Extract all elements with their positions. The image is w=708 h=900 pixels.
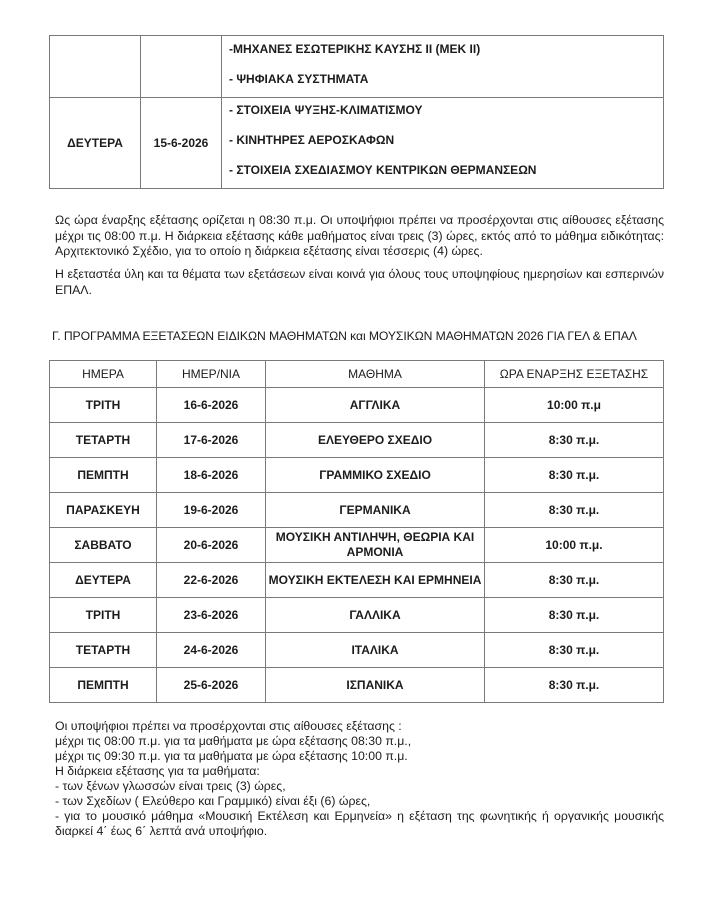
date-cell: 23-6-2026 (157, 598, 266, 633)
subjects-cell (222, 98, 664, 189)
date-cell: 17-6-2026 (157, 423, 266, 458)
subject-item: - ΨΗΦΙΑΚΑ ΣΥΣΤΗΜΑΤΑ (229, 72, 369, 86)
note-line: - των Σχεδίων ( Ελεύθερο και Γραμμικό) είναι έξι (6) ώρες, (55, 794, 371, 808)
note-line: Οι υποψήφιοι πρέπει να προσέρχονται στις αίθουσες εξέτασης : (55, 719, 402, 733)
date-cell: 20-6-2026 (157, 528, 266, 563)
subject-cell: ΕΛΕΥΘΕΡΟ ΣΧΕΔΙΟ (266, 423, 485, 458)
header-start-time: ΩΡΑ ΕΝΑΡΞΗΣ ΕΞΕΤΑΣΗΣ (485, 361, 664, 388)
note-line: Η διάρκεια εξέτασης για τα μαθήματα: (55, 764, 260, 778)
start-time-cell: 8:30 π.μ. (485, 668, 664, 703)
date-cell: 24-6-2026 (157, 633, 266, 668)
subject-cell: ΙΣΠΑΝΙΚΑ (266, 668, 485, 703)
subjects-cell (222, 36, 664, 98)
subject-cell: ΜΟΥΣΙΚΗ ΑΝΤΙΛΗΨΗ, ΘΕΩΡΙΑ ΚΑΙ ΑΡΜΟΝΙΑ (266, 528, 485, 563)
table-row (50, 36, 664, 98)
subject-cell: ΓΡΑΜΜΙΚΟ ΣΧΕΔΙΟ (266, 458, 485, 493)
day-cell: ΔΕΥΤΕΡΑ (50, 563, 157, 598)
table-row (50, 668, 664, 703)
start-time-cell: 8:30 π.μ. (485, 493, 664, 528)
note-line: - για το μουσικό μάθημα «Μουσική Εκτέλεση και Ερμηνεία» η εξέταση της φωνητικής ή οργανικής μουσικής διαρκεί 4΄ έως 6΄ λεπτά ανά υποψήφιο. (55, 809, 664, 838)
table-header-row (50, 361, 664, 388)
exam-schedule-table-continued (49, 35, 664, 189)
subject-cell: ΙΤΑΛΙΚΑ (266, 633, 485, 668)
start-time-cell: 8:30 π.μ. (485, 633, 664, 668)
date-cell: 15-6-2026 (141, 98, 222, 189)
day-cell: ΠΑΡΑΣΚΕΥΗ (50, 493, 157, 528)
day-cell: ΤΡΙΤΗ (50, 598, 157, 633)
table-row (50, 423, 664, 458)
table-row (50, 563, 664, 598)
day-cell: ΠΕΜΠΤΗ (50, 668, 157, 703)
subject-item: - ΣΤΟΙΧΕΙΑ ΨΥΞΗΣ-ΚΛΙΜΑΤΙΣΜΟΥ (229, 103, 423, 117)
note-line: - των ξένων γλωσσών είναι τρεις (3) ώρες, (55, 779, 286, 793)
subject-item: -ΜΗΧΑΝΕΣ ΕΣΩΤΕΡΙΚΗΣ ΚΑΥΣΗΣ ΙΙ (ΜΕΚ ΙΙ) (229, 42, 481, 56)
start-time-cell: 8:30 π.μ. (485, 563, 664, 598)
date-cell: 18-6-2026 (157, 458, 266, 493)
date-cell: 16-6-2026 (157, 388, 266, 423)
day-cell: ΤΡΙΤΗ (50, 388, 157, 423)
special-subjects-schedule-table (49, 360, 664, 703)
exam-material-paragraph: Η εξεταστέα ύλη και τα θέματα των εξετάσεων είναι κοινά για όλους τους υποψηφίους ημερησίων και εσπερινών ΕΠΑΛ. (55, 267, 664, 297)
exam-start-paragraph: Ως ώρα έναρξης εξέτασης ορίζεται η 08:30 π.μ. Οι υποψήφιοι πρέπει να προσέρχονται στις αίθουσες εξέτασης μέχρι τις 08:00 π.μ. Η διάρκεια εξέτασης κάθε μαθήματος είναι τρεις (3) ώρες, εκτός από το μάθημα ειδικότητας: Αρχιτεκτονικό Σχέδιο, για το οποίο η διάρκεια εξέτασης είναι τέσσερις (4) ώρες. (55, 213, 664, 258)
table-row (50, 458, 664, 493)
start-time-cell: 8:30 π.μ. (485, 423, 664, 458)
table-row (50, 388, 664, 423)
day-cell: ΣΑΒΒΑΤΟ (50, 528, 157, 563)
date-cell: 22-6-2026 (157, 563, 266, 598)
subject-cell: ΑΓΓΛΙΚΑ (266, 388, 485, 423)
day-cell: ΔΕΥΤΕΡΑ (50, 98, 141, 189)
table-row (50, 633, 664, 668)
note-line: μέχρι τις 08:00 π.μ. για τα μαθήματα με ώρα εξέτασης 08:30 π.μ., (55, 734, 412, 748)
table-row (50, 528, 664, 563)
subject-cell: ΓΕΡΜΑΝΙΚΑ (266, 493, 485, 528)
day-cell (50, 36, 141, 98)
table-row (50, 493, 664, 528)
day-cell: ΤΕΤΑΡΤΗ (50, 423, 157, 458)
date-cell (141, 36, 222, 98)
start-time-cell: 10:00 π.μ (485, 388, 664, 423)
header-date: ΗΜΕΡ/ΝΙΑ (157, 361, 266, 388)
start-time-cell: 8:30 π.μ. (485, 598, 664, 633)
subject-cell: ΜΟΥΣΙΚΗ ΕΚΤΕΛΕΣΗ ΚΑΙ ΕΡΜΗΝΕΙΑ (266, 563, 485, 598)
subject-item: - ΣΤΟΙΧΕΙΑ ΣΧΕΔΙΑΣΜΟΥ ΚΕΝΤΡΙΚΩΝ ΘΕΡΜΑΝΣΕΩΝ (229, 163, 537, 177)
section-heading: Γ. ΠΡΟΓΡΑΜΜΑ ΕΞΕΤΑΣΕΩΝ ΕΙΔΙΚΩΝ ΜΑΘΗΜΑΤΩΝ και ΜΟΥΣΙΚΩΝ ΜΑΘΗΜΑΤΩΝ 2026 ΓΙΑ ΓΕΛ & ΕΠΑΛ (52, 329, 637, 343)
day-cell: ΤΕΤΑΡΤΗ (50, 633, 157, 668)
subject-cell: ΓΑΛΛΙΚΑ (266, 598, 485, 633)
subject-item: - ΚΙΝΗΤΗΡΕΣ ΑΕΡΟΣΚΑΦΩΝ (229, 133, 395, 147)
header-day: ΗΜΕΡΑ (50, 361, 157, 388)
table-row (50, 598, 664, 633)
note-line: μέχρι τις 09:30 π.μ. για τα μαθήματα με ώρα εξέτασης 10:00 π.μ. (55, 749, 408, 763)
start-time-cell: 8:30 π.μ. (485, 458, 664, 493)
header-subject: ΜΑΘΗΜΑ (266, 361, 485, 388)
notes-block (55, 719, 664, 839)
table-row (50, 98, 664, 189)
start-time-cell: 10:00 π.μ. (485, 528, 664, 563)
date-cell: 19-6-2026 (157, 493, 266, 528)
date-cell: 25-6-2026 (157, 668, 266, 703)
day-cell: ΠΕΜΠΤΗ (50, 458, 157, 493)
